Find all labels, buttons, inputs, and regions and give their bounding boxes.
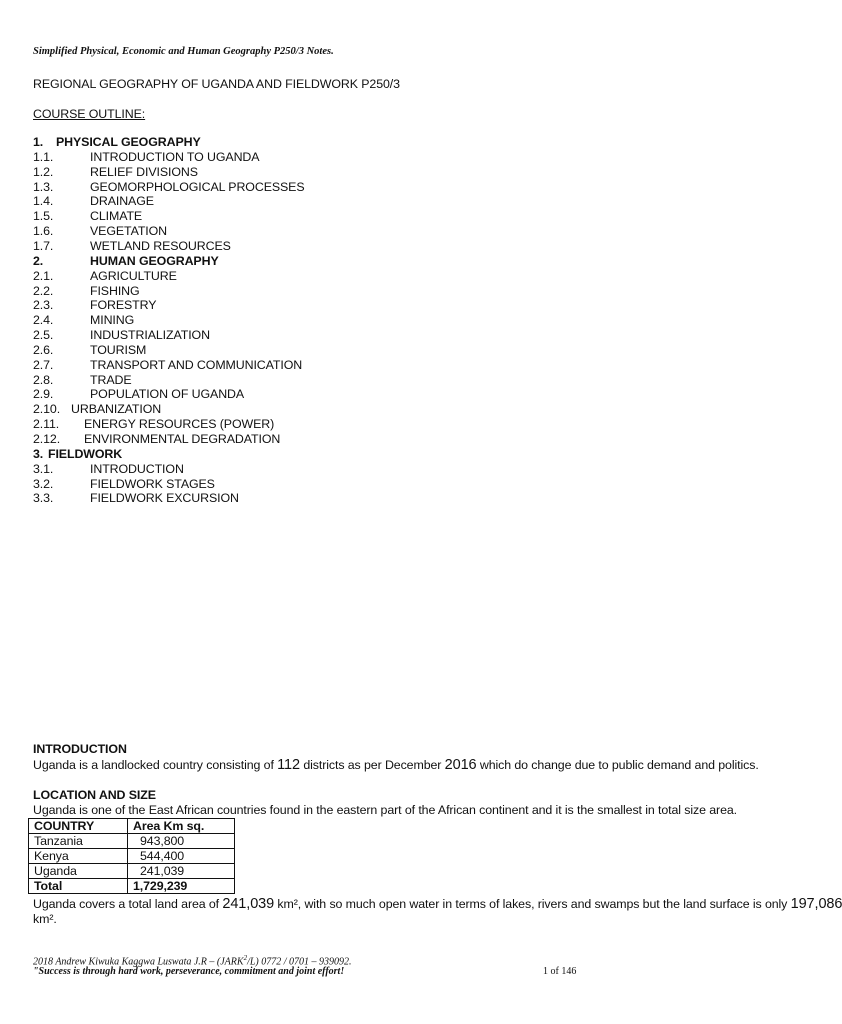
table-cell-country: Tanzania [29, 834, 128, 849]
outline-item-text: TOURISM [90, 342, 147, 357]
table-cell-country: Uganda [29, 864, 128, 879]
outline-item-number: 2.9. [33, 387, 54, 402]
outline-item-number: 2.3. [33, 298, 54, 313]
outline-item-number: 1.6. [33, 224, 54, 239]
outline-item-text: AGRICULTURE [90, 268, 177, 283]
outline-item-text: HUMAN GEOGRAPHY [90, 253, 219, 268]
outline-item-number: 3.3. [33, 491, 54, 506]
table-total-label: Total [29, 879, 128, 894]
outline-item-text: URBANIZATION [71, 402, 162, 417]
table-cell-area: 943,800 [128, 834, 235, 849]
outline-item-number: 2.4. [33, 313, 54, 328]
outline-item-number: 1.2. [33, 164, 54, 179]
outline-item-number: 1.5. [33, 209, 54, 224]
land-area-paragraph: Uganda covers a total land area of 241,039 km², with so much open water in terms of lakes, rivers and swamps but the land surface is only 197,086 [33, 896, 842, 912]
outline-item-number: 3.1. [33, 461, 54, 476]
outline-item-text: INTRODUCTION TO UGANDA [90, 149, 260, 164]
outline-item-text: WETLAND RESOURCES [90, 238, 231, 253]
outline-item-number: 3.2. [33, 476, 54, 491]
outline-item-number: 2.12. [33, 432, 61, 446]
outline-item-text: DRAINAGE [90, 194, 154, 209]
location-heading: LOCATION AND SIZE [33, 788, 156, 802]
outline-item-number: 2.7. [33, 357, 54, 372]
outline-item-number: 2.11. [33, 417, 60, 432]
running-header: Simplified Physical, Economic and Human Geography P250/3 Notes. [33, 46, 334, 57]
footer-motto: "Success is through hard work, perseverance, commitment and joint effort! [33, 966, 345, 977]
outline-item-text: POPULATION OF UGANDA [90, 387, 245, 402]
table-row [29, 834, 235, 849]
outline-item-number: 1.3. [33, 179, 54, 194]
table-cell-area: 544,400 [128, 849, 235, 864]
outline-item-number: 1.1. [33, 149, 54, 164]
outline-item-text: CLIMATE [90, 209, 143, 224]
introduction-heading: INTRODUCTION [33, 742, 127, 756]
country-area-table [28, 818, 235, 894]
outline-item-text: FISHING [90, 283, 140, 298]
outline-item-text: TRADE [90, 372, 132, 387]
outline-item-text: ENERGY RESOURCES (POWER) [84, 417, 275, 432]
outline-item-text: ENVIRONMENTAL DEGRADATION [84, 432, 281, 446]
outline-item-number: 2. [33, 253, 44, 268]
outline-item-text: INTRODUCTION [90, 461, 184, 476]
outline-item-text: MINING [90, 313, 135, 328]
table-cell-area: 241,039 [128, 864, 235, 879]
outline-item-text: PHYSICAL GEOGRAPHY [56, 135, 201, 149]
table-total-value: 1,729,239 [128, 879, 235, 894]
outline-item-text: FORESTRY [90, 298, 157, 313]
table-row [29, 864, 235, 879]
outline-item-number: 2.5. [33, 328, 54, 343]
land-area-paragraph-continued: km². [33, 912, 57, 926]
page-number: 1 of 146 [543, 966, 577, 977]
course-outline-label: COURSE OUTLINE: [33, 107, 146, 121]
outline-item-text: FIELDWORK EXCURSION [90, 491, 239, 506]
outline-item-number: 2.6. [33, 342, 54, 357]
table-header-country: COUNTRY [29, 819, 128, 834]
outline-item-text: INDUSTRIALIZATION [90, 328, 210, 343]
table-total-row [29, 879, 235, 894]
outline-item-number: 3. [33, 446, 44, 461]
outline-item-number: 2.2. [33, 283, 54, 298]
outline-item-text: FIELDWORK [48, 446, 123, 461]
outline-item-text: GEOMORPHOLOGICAL PROCESSES [90, 179, 305, 194]
outline-item-number: 2.8. [33, 372, 54, 387]
outline-item-text: RELIEF DIVISIONS [90, 164, 198, 179]
footer-author-line: 2018 Andrew Kiwuka Kaggwa Luswata J.R – (JARK$^2$/L) 0772 / 0701 – 939092. [33, 954, 352, 968]
location-paragraph: Uganda is one of the East African countries found in the eastern part of the African continent and it is the smallest in total size area. [33, 803, 738, 817]
outline-item-number: 1.7. [33, 238, 54, 253]
document-title: REGIONAL GEOGRAPHY OF UGANDA AND FIELDWORK P250/3 [33, 77, 400, 91]
table-cell-country: Kenya [29, 849, 128, 864]
outline-item-number: 2.1. [33, 268, 54, 283]
outline-item-number: 2.10. [33, 402, 61, 417]
outline-item-text: VEGETATION [90, 224, 168, 239]
outline-item-text: FIELDWORK STAGES [90, 476, 215, 491]
outline-item-number: 1. [33, 135, 44, 149]
outline-item-number: 1.4. [33, 194, 54, 209]
table-header-area: Area Km sq. [128, 819, 235, 834]
introduction-paragraph: Uganda is a landlocked country consisting of 112 districts as per December 2016 which do change due to public demand and politics. [33, 757, 759, 773]
table-row [29, 849, 235, 864]
table-header-row [29, 819, 235, 834]
outline-item-text: TRANSPORT AND COMMUNICATION [90, 357, 303, 372]
